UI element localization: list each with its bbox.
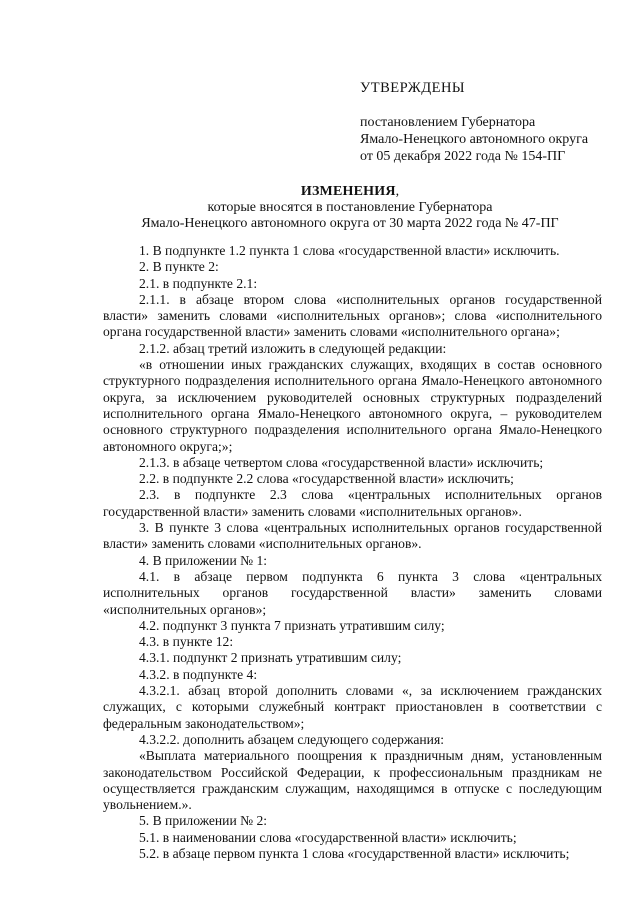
- paragraph: 5. В приложении № 2:: [139, 813, 268, 829]
- paragraph: 5.2. в абзаце первом пункта 1 слова «государственной власти» исключить;: [139, 845, 570, 861]
- paragraph: 4.3.2.2. дополнить абзацем следующего содержания:: [139, 731, 444, 747]
- paragraph: 2. В пункте 2:: [139, 259, 219, 275]
- document-body: [103, 243, 602, 862]
- paragraph: 4.3.1. подпункт 2 признать утратившим силу;: [139, 650, 402, 666]
- paragraph: 4.2. подпункт 3 пункта 7 признать утратившим силу;: [139, 617, 445, 633]
- paragraph: 2.1. в подпункте 2.1:: [139, 275, 258, 291]
- paragraph: 4.3. в пункте 12:: [139, 634, 234, 650]
- paragraph: 5.1. в наименовании слова «государственной власти» исключить;: [139, 829, 517, 845]
- paragraph: 2.1.1. в абзаце втором слова «исполнительных органов государственной власти» заменить словами «исполнительных органов»; слова «исполнительного органа государственной власти» заменить словами «исполнительного органа»;: [103, 291, 602, 340]
- paragraph: 4.1. в абзаце первом подпункта 6 пункта 3 слова «центральных исполнительных органов государственной власти» заменить словами «исполнительных органов»;: [103, 568, 602, 617]
- paragraph: 2.2. в подпункте 2.2 слова «государственной власти» исключить;: [139, 471, 514, 487]
- approval-line: постановлением Губернатора: [360, 115, 536, 130]
- title-comma: ,: [395, 184, 400, 199]
- title-line-2: которые вносятся в постановление Губернатора: [207, 200, 493, 215]
- paragraph: «в отношении иных гражданских служащих, входящих в состав основного структурного подразделения исполнительного органа Ямало-Ненецкого автономного округа, за исключением руководителей основных структурных подразделений исполнительного органа Ямало-Ненецкого автономного округа, – руководителем основного структурного подразделения исполнительного органа Ямало-Ненецкого автономного округа;»;: [103, 357, 602, 454]
- paragraph: 4. В приложении № 1:: [139, 552, 268, 568]
- paragraph: 2.1.2. абзац третий изложить в следующей редакции:: [139, 340, 447, 356]
- document-title: [60, 184, 640, 232]
- paragraph: «Выплата материального поощрения к праздничным дням, установленным законодательством Российской Федерации, к профессиональным праздникам не осуществляется гражданским служащим, находящимся в отпуске с последующим увольнением.».: [103, 748, 602, 813]
- approval-line: Ямало-Ненецкого автономного округа: [360, 132, 589, 147]
- title-word: ИЗМЕНЕНИЯ: [300, 184, 396, 199]
- paragraph: 4.3.2. в подпункте 4:: [139, 666, 258, 682]
- title-line-3: Ямало-Ненецкого автономного округа от 30 марта 2022 года № 47-ПГ: [141, 216, 559, 231]
- approval-heading: УТВЕРЖДЕНЫ: [360, 80, 466, 96]
- approval-line: от 05 декабря 2022 года № 154-ПГ: [360, 149, 566, 164]
- paragraph: 4.3.2.1. абзац второй дополнить словами «, за исключением гражданских служащих, с которыми служебный контракт приостановлен в соответствии с федеральным законодательством»;: [103, 683, 602, 731]
- title-line-1: [60, 184, 640, 200]
- paragraph: 2.3. в подпункте 2.3 слова «центральных исполнительных органов государственной власти» заменить словами «исполнительных органов».: [103, 487, 602, 519]
- approval-stamp: [360, 80, 588, 165]
- paragraph: 1. В подпункте 1.2 пункта 1 слова «государственной власти» исключить.: [139, 243, 560, 258]
- paragraph: 3. В пункте 3 слова «центральных исполнительных органов государственной власти» заменить словами «исполнительных органов».: [103, 520, 602, 552]
- paragraph: 2.1.3. в абзаце четвертом слова «государственной власти» исключить;: [139, 454, 544, 470]
